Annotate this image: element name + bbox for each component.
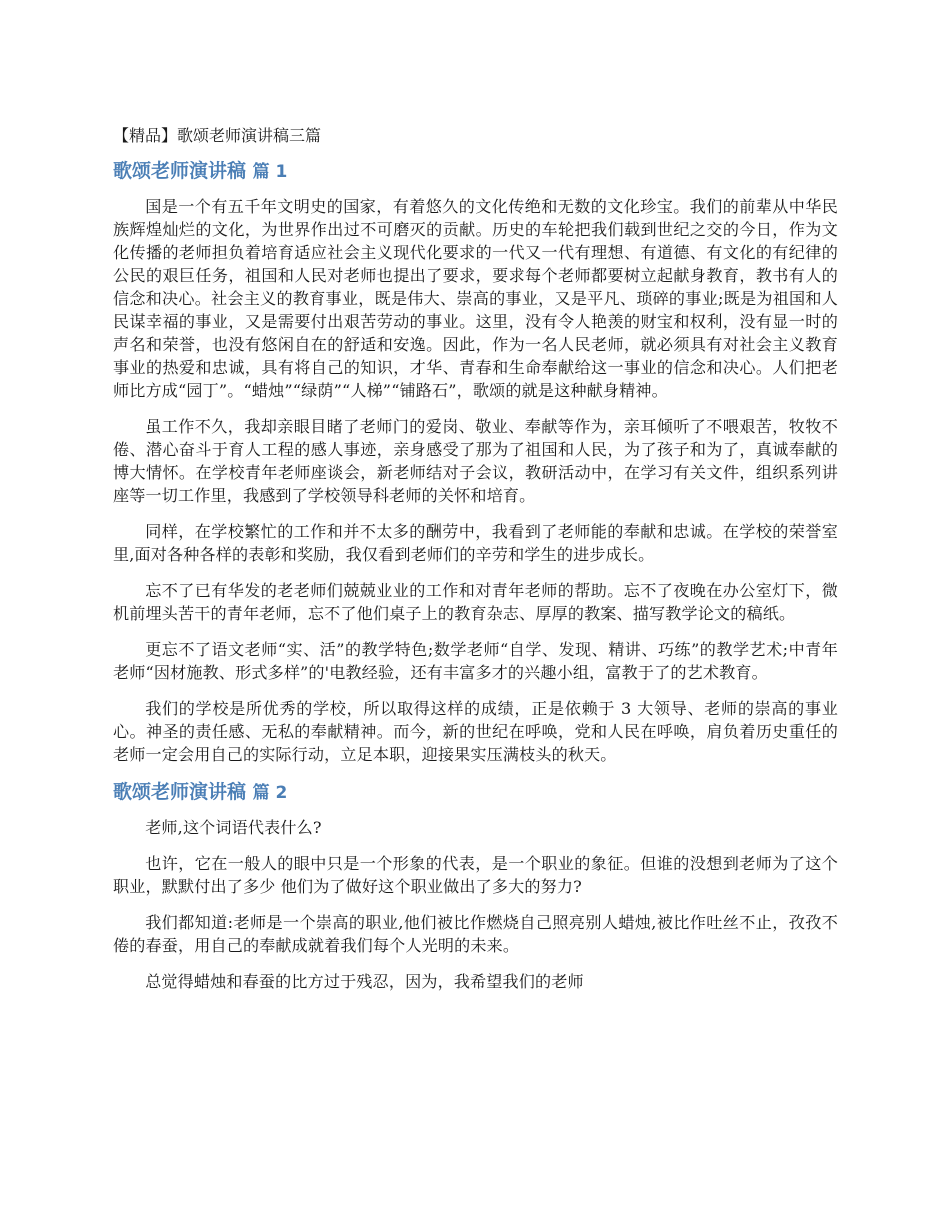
paragraph: 老师,这个词语代表什么? bbox=[145, 818, 322, 837]
paragraph: 同样，在学校繁忙的工作和并不太多的酬劳中，我看到了老师能的奉献和忠诚。在学校的荣誉室里,面对各种各样的表彰和奖励，我仅看到老师们的辛劳和学生的进步成长。 bbox=[113, 522, 838, 564]
document-page bbox=[113, 124, 838, 1006]
section-2 bbox=[113, 779, 838, 993]
paragraph: 总觉得蜡烛和春蚕的比方过于残忍，因为，我希望我们的老师 bbox=[145, 972, 584, 991]
section-heading-text: 歌颂老师演讲稿 bbox=[113, 160, 247, 182]
document-title: 【精品】歌颂老师演讲稿三篇 bbox=[113, 126, 322, 145]
section-heading-text: 歌颂老师演讲稿 bbox=[113, 781, 247, 803]
section-heading bbox=[113, 779, 838, 806]
paragraph: 也许，它在一般人的眼中只是一个形象的代表，是一个职业的象征。但谁的没想到老师为了这个职业，默默付出了多少 他们为了做好这个职业做出了多大的努力? bbox=[113, 854, 838, 896]
section-heading bbox=[113, 158, 838, 185]
section-heading-number: 篇 2 bbox=[252, 783, 288, 803]
paragraph: 虽工作不久，我却亲眼目睹了老师门的爱岗、敬业、奉献等作为，亲耳倾听了不喂艰苦，牧牧不倦、潜心奋斗于育人工程的感人事迹，亲身感受了那为了祖国和人民，为了孩子和为了，真诚奉献的博大情怀。在学校青年老师座谈会，新老师结对子会议，教研活动中，在学习有关文件，组织系列讲座等一切工作里，我感到了学校领导科老师的关怀和培育。 bbox=[113, 417, 838, 505]
section-heading-number: 篇 1 bbox=[252, 162, 288, 182]
paragraph: 忘不了已有华发的老老师们兢兢业业的工作和对青年老师的帮助。忘不了夜晚在办公室灯下，微机前埋头苦干的青年老师，忘不了他们桌子上的教育杂志、厚厚的教案、描写教学论文的稿纸。 bbox=[113, 581, 838, 623]
paragraph: 我们的学校是所优秀的学校，所以取得这样的成绩，正是依赖于 3 大领导、老师的崇高的事业心。神圣的责任感、无私的奉献精神。而今，新的世纪在呼唤，党和人民在呼唤，肩负着历史重任的老师一定会用自己的实际行动，立足本职，迎接果实压满枝头的秋天。 bbox=[113, 699, 838, 764]
paragraph: 国是一个有五千年文明史的国家，有着悠久的文化传绝和无数的文化珍宝。我们的前辈从中华民族辉煌灿烂的文化，为世界作出过不可磨灭的贡献。历史的车轮把我们载到世纪之交的今日，作为文化传播的老师担负着培育适应社会主义现代化要求的一代又一代有理想、有道德、有文化的有纪律的公民的艰巨任务，祖国和人民对老师也提出了要求，要求每个老师都要树立起献身教育，教书有人的信念和决心。社会主义的教育事业，既是伟大、崇高的事业，又是平凡、琐碎的事业;既是为祖国和人民谋幸福的事业，又是需要付出艰苦劳动的事业。这里，没有令人艳羡的财宝和权利，没有显一时的声名和荣誉，也没有悠闲自在的舒适和安逸。因此，作为一名人民老师，就必须具有对社会主义教育事业的热爱和忠诚，具有将自己的知识，才华、青春和生命奉献给这一事业的信念和决心。人们把老师比方成“园丁”。“蜡烛”“绿荫”“人梯”“铺路石”，歌颂的就是这种献身精神。 bbox=[113, 197, 838, 400]
paragraph: 更忘不了语文老师“实、活”的教学特色;数学老师“自学、发现、精讲、巧练”的教学艺术;中青年老师“因材施教、形式多样”的'电教经验，还有丰富多才的兴趣小组，富教于了的艺术教育。 bbox=[113, 640, 838, 682]
paragraph: 我们都知道:老师是一个崇高的职业,他们被比作燃烧自己照亮别人蜡烛,被比作吐丝不止，孜孜不倦的春蚕，用自己的奉献成就着我们每个人光明的未来。 bbox=[113, 913, 838, 955]
section-1 bbox=[113, 158, 838, 766]
